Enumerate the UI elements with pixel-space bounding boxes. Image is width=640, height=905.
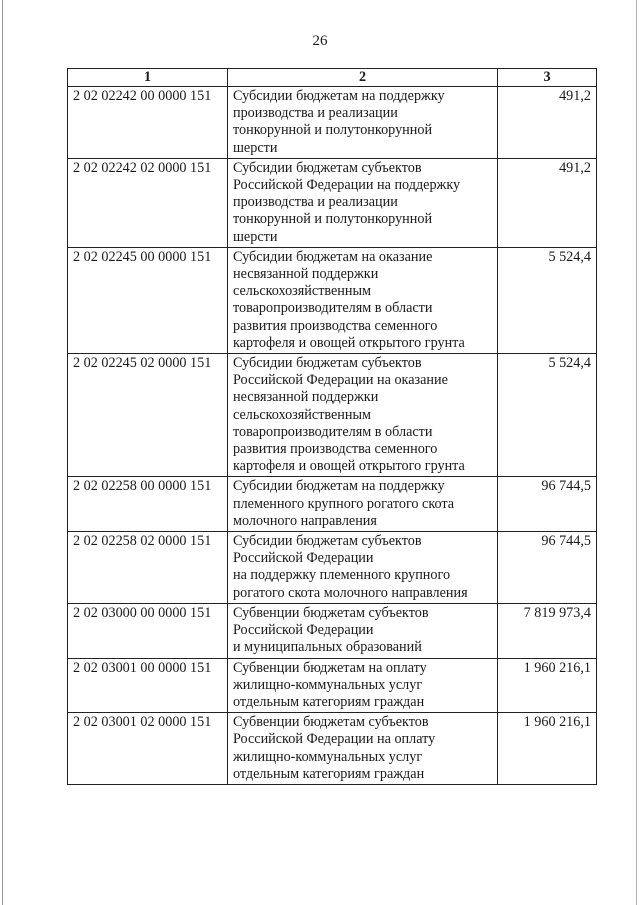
revenue-name-line: рогатого скота молочного направления	[233, 584, 468, 601]
revenue-name-cell	[228, 658, 498, 713]
table-row	[68, 354, 597, 477]
table-row	[68, 247, 597, 353]
revenue-name-line: отдельным категориям граждан	[233, 693, 425, 710]
page-edge-left	[2, 0, 3, 905]
revenue-name-cell	[228, 532, 498, 604]
revenue-name-line: производства и реализации	[233, 105, 398, 122]
revenue-name-line: на поддержку племенного крупного	[233, 567, 451, 584]
revenue-name-line: сельскохозяйственным	[233, 406, 372, 423]
revenue-name-line: Российской Федерации на поддержку	[233, 177, 461, 194]
revenue-name-line: Субсидии бюджетам на поддержку	[233, 478, 445, 495]
revenue-name-line: несвязанной поддержки	[233, 266, 379, 283]
budget-revenue-table	[67, 68, 597, 785]
revenue-name-cell	[228, 158, 498, 247]
revenue-name-line: Российской Федерации	[233, 622, 374, 639]
revenue-name-line: жилищно-коммунальных услуг	[233, 676, 423, 693]
revenue-name-cell	[228, 87, 498, 159]
amount-cell: 5 524,4	[498, 247, 597, 353]
column-header-code: 1	[68, 69, 228, 87]
revenue-name-line: Российской Федерации на оплату	[233, 731, 436, 748]
revenue-name-line: Субсидии бюджетам субъектов	[233, 355, 422, 372]
budget-code-cell: 2 02 02258 02 0000 151	[68, 532, 228, 604]
column-header-amount: 3	[498, 69, 597, 87]
amount-cell: 491,2	[498, 158, 597, 247]
amount-cell: 7 819 973,4	[498, 603, 597, 658]
revenue-name-cell	[228, 713, 498, 785]
revenue-name-cell	[228, 247, 498, 353]
revenue-name-line: развития производства семенного	[233, 317, 438, 334]
amount-cell: 5 524,4	[498, 354, 597, 477]
revenue-name-line: картофеля и овощей открытого грунта	[233, 334, 465, 351]
table-row	[68, 87, 597, 159]
table-body	[68, 87, 597, 785]
revenue-name-line: шерсти	[233, 228, 278, 245]
page-edge-right	[636, 0, 637, 905]
revenue-name-line: товаропроизводителям в области	[233, 423, 433, 440]
table-row	[68, 477, 597, 532]
budget-code-cell: 2 02 02242 00 0000 151	[68, 87, 228, 159]
revenue-name-line: жилищно-коммунальных услуг	[233, 748, 423, 765]
revenue-name-line: сельскохозяйственным	[233, 283, 372, 300]
revenue-name-line: и муниципальных образований	[233, 639, 422, 656]
amount-cell: 96 744,5	[498, 532, 597, 604]
budget-code-cell: 2 02 03001 02 0000 151	[68, 713, 228, 785]
revenue-name-cell	[228, 477, 498, 532]
table-row	[68, 603, 597, 658]
budget-code-cell: 2 02 03001 00 0000 151	[68, 658, 228, 713]
revenue-name-cell	[228, 354, 498, 477]
revenue-name-line: Российской Федерации	[233, 550, 374, 567]
amount-cell: 491,2	[498, 87, 597, 159]
budget-code-cell: 2 02 02258 00 0000 151	[68, 477, 228, 532]
budget-code-cell: 2 02 03000 00 0000 151	[68, 603, 228, 658]
revenue-name-cell	[228, 603, 498, 658]
amount-cell: 1 960 216,1	[498, 658, 597, 713]
revenue-name-line: Субвенции бюджетам на оплату	[233, 659, 427, 676]
revenue-name-line: товаропроизводителям в области	[233, 300, 433, 317]
amount-cell: 96 744,5	[498, 477, 597, 532]
revenue-name-line: Субсидии бюджетам субъектов	[233, 533, 422, 550]
budget-code-cell: 2 02 02245 00 0000 151	[68, 247, 228, 353]
revenue-name-line: Субсидии бюджетам субъектов	[233, 159, 422, 176]
revenue-name-line: Российской Федерации на оказание	[233, 372, 448, 389]
revenue-name-line: тонкорунной и полутонкорунной	[233, 211, 433, 228]
revenue-name-line: молочного направления	[233, 512, 377, 529]
table-row	[68, 658, 597, 713]
revenue-name-line: тонкорунной и полутонкорунной	[233, 122, 433, 139]
revenue-name-line: шерсти	[233, 139, 278, 156]
revenue-name-line: несвязанной поддержки	[233, 389, 379, 406]
table-row	[68, 532, 597, 604]
revenue-name-line: Субсидии бюджетам на оказание	[233, 248, 433, 265]
revenue-name-line: развития производства семенного	[233, 441, 438, 458]
revenue-name-line: отдельным категориям граждан	[233, 765, 425, 782]
page-number: 26	[312, 33, 328, 49]
budget-code-cell: 2 02 02242 02 0000 151	[68, 158, 228, 247]
revenue-name-line: Субсидии бюджетам на поддержку	[233, 88, 445, 104]
revenue-name-line: производства и реализации	[233, 194, 398, 211]
column-header-name: 2	[228, 69, 498, 87]
table-row	[68, 713, 597, 785]
revenue-name-line: картофеля и овощей открытого грунта	[233, 458, 465, 475]
revenue-name-line: племенного крупного рогатого скота	[233, 495, 455, 512]
revenue-name-line: Субвенции бюджетам субъектов	[233, 714, 429, 731]
table-row	[68, 158, 597, 247]
revenue-name-line: Субвенции бюджетам субъектов	[233, 604, 429, 621]
table-header-row	[68, 69, 597, 87]
budget-code-cell: 2 02 02245 02 0000 151	[68, 354, 228, 477]
amount-cell: 1 960 216,1	[498, 713, 597, 785]
